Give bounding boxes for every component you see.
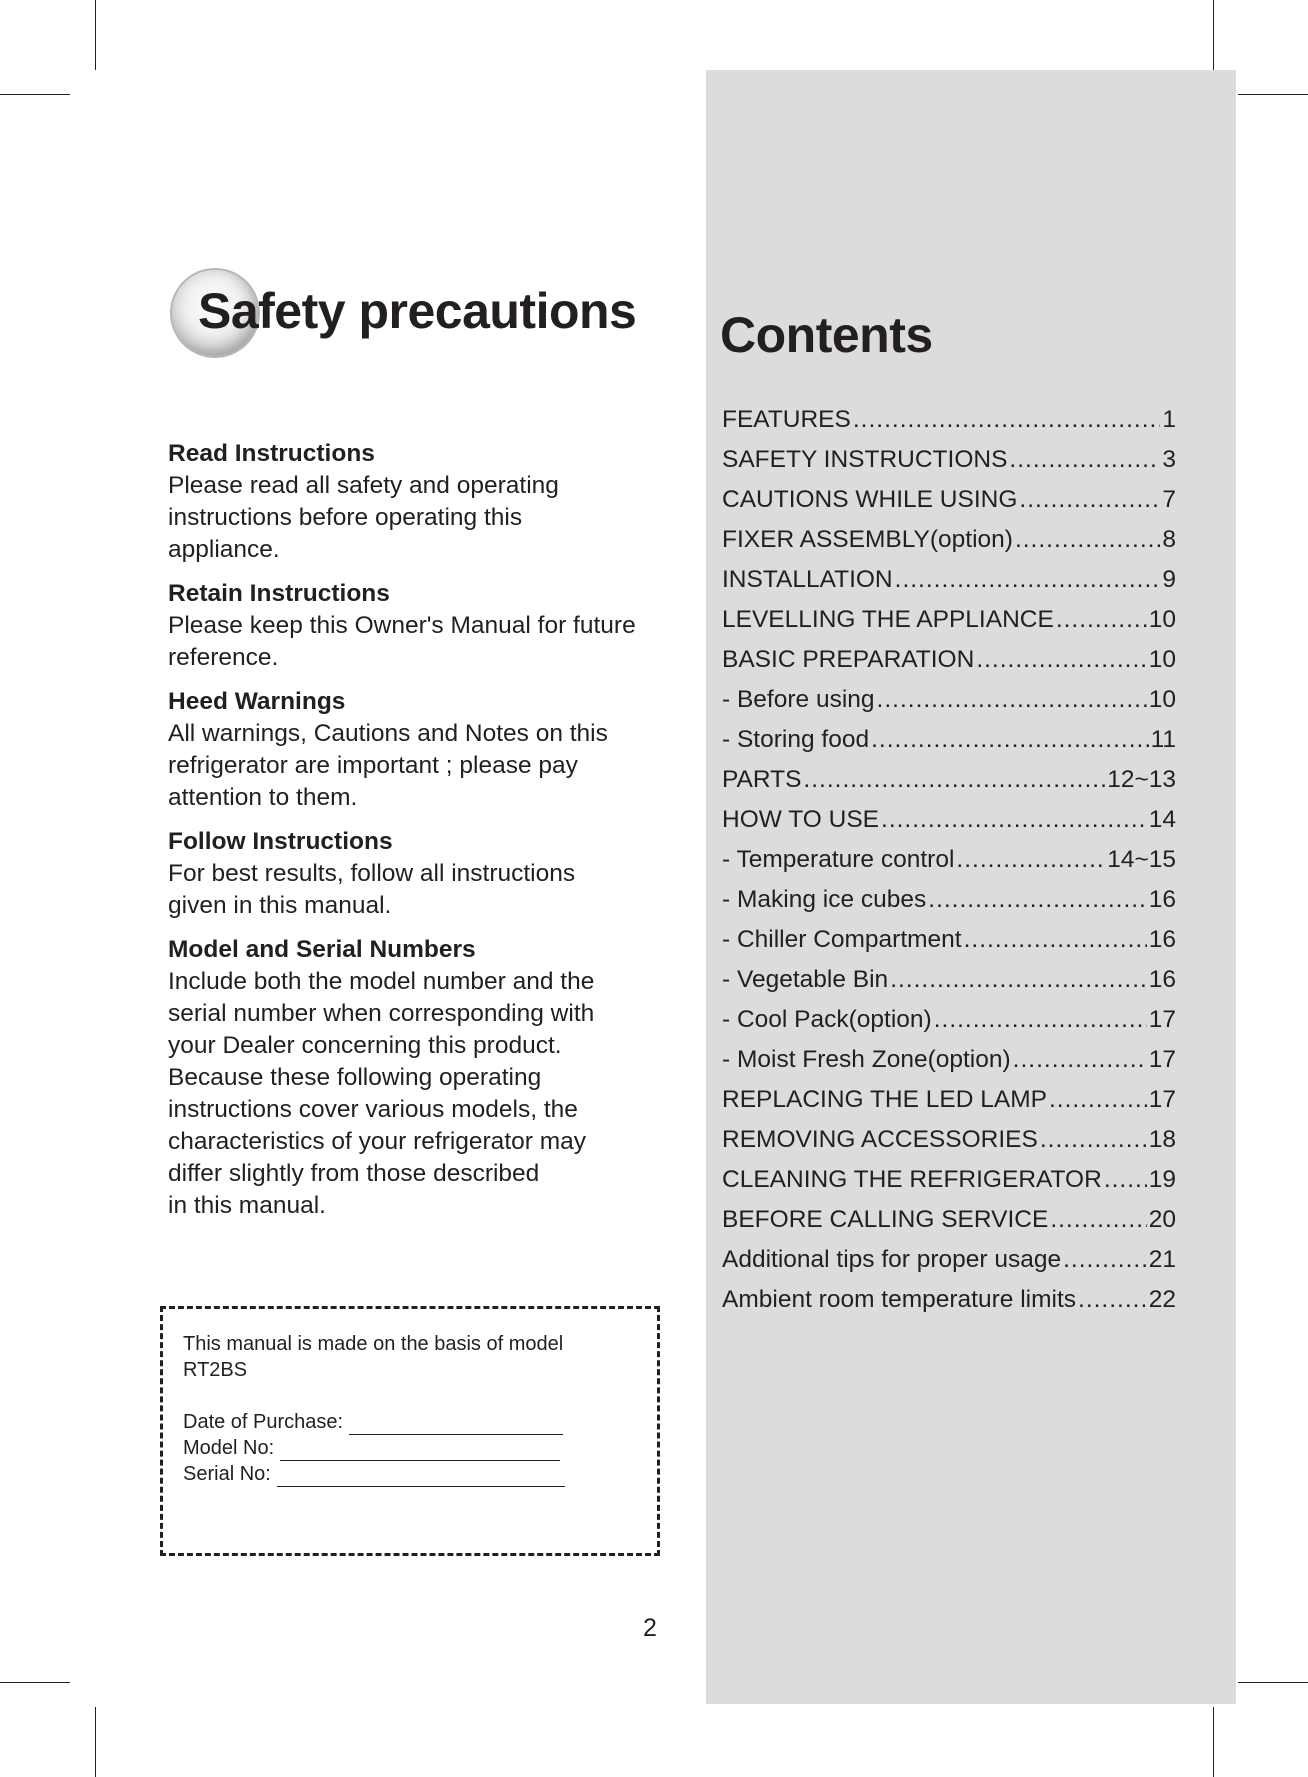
toc-page: 16 (1148, 886, 1176, 913)
toc-label: - Cool Pack(option) (722, 1006, 932, 1033)
toc-entry[interactable] (722, 400, 1176, 440)
crop-mark-bottom-left-horizontal (0, 1682, 70, 1683)
toc-leader (1019, 480, 1160, 520)
toc-page: 14~15 (1107, 846, 1176, 873)
section-body: Include both the model number and the serial number when corresponding with your Dealer concerning this product. Because these following operating instructions cover various models, the characteristics of your refrigerator may differ slightly from those described in this manual. (168, 968, 595, 1219)
toc-label: CAUTIONS WHILE USING (722, 486, 1018, 513)
toc-leader (877, 680, 1147, 720)
toc-leader (956, 840, 1105, 880)
page-title-block (170, 268, 690, 364)
toc-leader (1040, 1120, 1147, 1160)
toc-leader (1063, 1240, 1147, 1280)
toc-leader (934, 1000, 1147, 1040)
toc-entry[interactable] (722, 920, 1176, 960)
toc-entry[interactable] (722, 1240, 1176, 1280)
toc-entry[interactable] (722, 520, 1176, 560)
section-heading: Model and Serial Numbers (168, 936, 476, 963)
serial-no-line (183, 1461, 637, 1487)
toc-leader (1049, 1080, 1147, 1120)
toc-label: - Chiller Compartment (722, 926, 962, 953)
model-no-label: Model No: (183, 1437, 275, 1459)
toc-label: CLEANING THE REFRIGERATOR (722, 1166, 1102, 1193)
toc-leader (881, 800, 1147, 840)
toc-label: LEVELLING THE APPLIANCE (722, 606, 1054, 633)
serial-no-label: Serial No: (183, 1463, 271, 1485)
crop-mark-bottom-right-vertical (1213, 1707, 1214, 1777)
toc-entry[interactable] (722, 600, 1176, 640)
toc-page: 12~13 (1107, 766, 1176, 793)
serial-no-blank (277, 1466, 565, 1487)
section-body: All warnings, Cautions and Notes on this refrigerator are important ; please pay attention to them. (168, 720, 608, 811)
toc-page: 11 (1150, 726, 1176, 753)
toc-entry[interactable] (722, 1080, 1176, 1120)
toc-page: 16 (1148, 926, 1176, 953)
toc-leader (1050, 1200, 1146, 1240)
toc-label: FEATURES (722, 406, 851, 433)
toc-label: BASIC PREPARATION (722, 646, 975, 673)
toc-page: 14 (1148, 806, 1176, 833)
crop-mark-bottom-right-horizontal (1238, 1682, 1308, 1683)
toc-entry[interactable] (722, 720, 1176, 760)
page-number: 2 (643, 1614, 657, 1642)
toc-page: 20 (1148, 1206, 1176, 1233)
toc-page: 19 (1148, 1166, 1176, 1193)
section-body: Please read all safety and operating instructions before operating this appliance. (168, 472, 559, 563)
table-of-contents (722, 400, 1176, 1320)
toc-leader (895, 560, 1161, 600)
toc-page: 17 (1148, 1086, 1176, 1113)
model-no-blank (280, 1440, 560, 1461)
toc-entry[interactable] (722, 680, 1176, 720)
toc-leader (1015, 520, 1160, 560)
toc-leader (1009, 440, 1160, 480)
toc-leader (928, 880, 1146, 920)
toc-entry[interactable] (722, 1120, 1176, 1160)
toc-leader (1078, 1280, 1147, 1320)
section-body: Please keep this Owner's Manual for future reference. (168, 612, 636, 671)
toc-label: INSTALLATION (722, 566, 893, 593)
toc-label: HOW TO USE (722, 806, 880, 833)
crop-mark-top-right-horizontal (1238, 94, 1308, 95)
toc-leader (853, 400, 1160, 440)
toc-label: - Moist Fresh Zone(option) (722, 1046, 1011, 1073)
toc-label: - Vegetable Bin (722, 966, 889, 993)
toc-page: 7 (1162, 486, 1176, 513)
toc-label: REPLACING THE LED LAMP (722, 1086, 1047, 1113)
toc-page: 10 (1148, 686, 1176, 713)
toc-page: 18 (1148, 1126, 1176, 1153)
date-of-purchase-line (183, 1409, 637, 1435)
toc-page: 1 (1162, 406, 1176, 433)
section-heading: Read Instructions (168, 440, 375, 467)
toc-label: BEFORE CALLING SERVICE (722, 1206, 1049, 1233)
section-heed-warnings (168, 686, 696, 814)
toc-label: - Making ice cubes (722, 886, 927, 913)
toc-page: 9 (1162, 566, 1176, 593)
section-heading: Follow Instructions (168, 828, 393, 855)
section-follow-instructions (168, 826, 696, 922)
model-no-line (183, 1435, 637, 1461)
info-box-model-code: RT2BS (183, 1359, 248, 1381)
toc-label: FIXER ASSEMBLY(option) (722, 526, 1013, 553)
crop-mark-top-left-vertical (95, 0, 96, 70)
toc-leader (871, 720, 1148, 760)
section-model-serial-numbers (168, 934, 696, 1222)
date-of-purchase-label: Date of Purchase: (183, 1411, 344, 1433)
toc-entry[interactable] (722, 1200, 1176, 1240)
toc-leader (976, 640, 1146, 680)
crop-mark-top-right-vertical (1213, 0, 1214, 70)
section-retain-instructions (168, 578, 696, 674)
toc-label: PARTS (722, 766, 802, 793)
toc-entry[interactable] (722, 880, 1176, 920)
toc-page: 3 (1162, 446, 1176, 473)
toc-entry[interactable] (722, 960, 1176, 1000)
toc-entry[interactable] (722, 1040, 1176, 1080)
section-heading: Heed Warnings (168, 688, 346, 715)
toc-entry[interactable] (722, 480, 1176, 520)
toc-page: 22 (1148, 1286, 1176, 1313)
contents-title: Contents (720, 307, 933, 363)
section-read-instructions (168, 438, 696, 566)
toc-leader (803, 760, 1105, 800)
toc-leader (1013, 1040, 1147, 1080)
toc-label: - Before using (722, 686, 875, 713)
toc-label: - Storing food (722, 726, 870, 753)
toc-leader (964, 920, 1147, 960)
toc-entry[interactable] (722, 1000, 1176, 1040)
toc-label: Additional tips for proper usage (722, 1246, 1062, 1273)
toc-label: REMOVING ACCESSORIES (722, 1126, 1038, 1153)
section-heading: Retain Instructions (168, 580, 390, 607)
toc-leader (890, 960, 1147, 1000)
toc-entry[interactable] (722, 1160, 1176, 1200)
toc-entry[interactable] (722, 800, 1176, 840)
toc-entry[interactable] (722, 1280, 1176, 1320)
toc-page: 8 (1162, 526, 1176, 553)
toc-page: 21 (1148, 1246, 1176, 1273)
toc-entry[interactable] (722, 560, 1176, 600)
safety-sections (168, 438, 696, 1234)
date-of-purchase-blank (349, 1414, 563, 1435)
toc-page: 10 (1148, 646, 1176, 673)
toc-label: - Temperature control (722, 846, 955, 873)
crop-mark-bottom-left-vertical (95, 1707, 96, 1777)
toc-label: Ambient room temperature limits (722, 1286, 1077, 1313)
info-box-line: This manual is made on the basis of model (183, 1333, 564, 1355)
toc-page: 10 (1148, 606, 1176, 633)
section-body: For best results, follow all instructions given in this manual. (168, 860, 576, 919)
toc-label: SAFETY INSTRUCTIONS (722, 446, 1008, 473)
toc-entry[interactable] (722, 840, 1176, 880)
crop-mark-top-left-horizontal (0, 94, 70, 95)
toc-entry[interactable] (722, 760, 1176, 800)
toc-entry[interactable] (722, 440, 1176, 480)
toc-page: 17 (1148, 1046, 1176, 1073)
page-title: Safety precautions (198, 283, 637, 339)
purchase-info-box (160, 1306, 660, 1556)
toc-leader (1104, 1160, 1147, 1200)
toc-page: 17 (1148, 1006, 1176, 1033)
toc-leader (1056, 600, 1147, 640)
toc-page: 16 (1148, 966, 1176, 993)
toc-entry[interactable] (722, 640, 1176, 680)
